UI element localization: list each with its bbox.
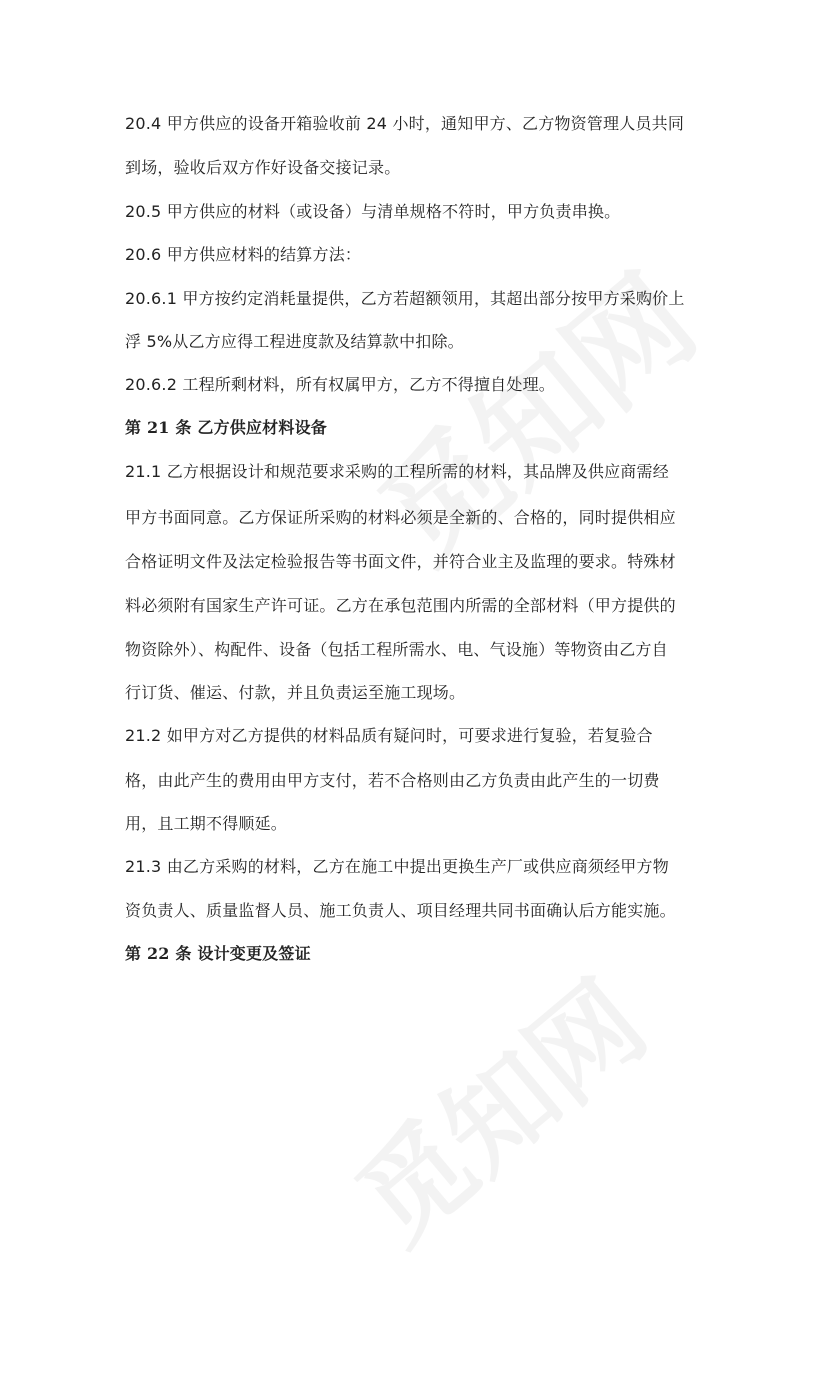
- paragraph-line: 21.2 如甲方对乙方提供的材料品质有疑问时，可要求进行复验，若复验合: [125, 726, 653, 745]
- paragraph-line: 20.6 甲方供应材料的结算方法：: [125, 245, 362, 264]
- paragraph-line: 物资除外）、构配件、设备（包括工程所需水、电、气设施）等物资由乙方自: [125, 640, 668, 659]
- paragraph-line: 合格证明文件及法定检验报告等书面文件，并符合业主及监理的要求。特殊材: [125, 552, 676, 571]
- watermark-bottom: [319, 959, 742, 1381]
- paragraph-line: 用，且工期不得顺延。: [125, 814, 288, 833]
- paragraph-line: 行订货、催运、付款，并且负责运至施工现场。: [125, 683, 466, 702]
- paragraph-line: 资负责人、质量监督人员、施工负责人、项目经理共同书面确认后方能实施。: [125, 901, 676, 920]
- paragraph-line: 20.5 甲方供应的材料（或设备）与清单规格不符时，甲方负责串换。: [125, 202, 621, 221]
- paragraph-line: 浮 5%从乙方应得工程进度款及结算款中扣除。: [125, 332, 464, 351]
- paragraph-line: 20.6.1 甲方按约定消耗量提供，乙方若超额领用，其超出部分按甲方采购价上: [125, 289, 685, 308]
- section-heading-21: 第 21 条 乙方供应材料设备: [125, 418, 327, 437]
- paragraph-line: 到场，验收后双方作好设备交接记录。: [125, 158, 401, 177]
- paragraph-line: 21.3 由乙方采购的材料，乙方在施工中提出更换生产厂或供应商须经甲方物: [125, 857, 669, 876]
- paragraph-line: 格，由此产生的费用由甲方支付，若不合格则由乙方负责由此产生的一切费: [125, 771, 660, 790]
- section-heading-22: 第 22 条 设计变更及签证: [125, 944, 311, 963]
- paragraph-line: 20.6.2 工程所剩材料，所有权属甲方，乙方不得擅自处理。: [125, 375, 555, 394]
- paragraph-line: 21.1 乙方根据设计和规范要求采购的工程所需的材料，其品牌及供应商需经: [125, 462, 669, 481]
- paragraph-line: 20.4 甲方供应的设备开箱验收前 24 小时，通知甲方、乙方物资管理人员共同: [125, 114, 685, 133]
- paragraph-line: 料必须附有国家生产许可证。乙方在承包范围内所需的全部材料（甲方提供的: [125, 596, 676, 615]
- paragraph-line: 甲方书面同意。乙方保证所采购的材料必须是全新的、合格的，同时提供相应: [125, 508, 676, 527]
